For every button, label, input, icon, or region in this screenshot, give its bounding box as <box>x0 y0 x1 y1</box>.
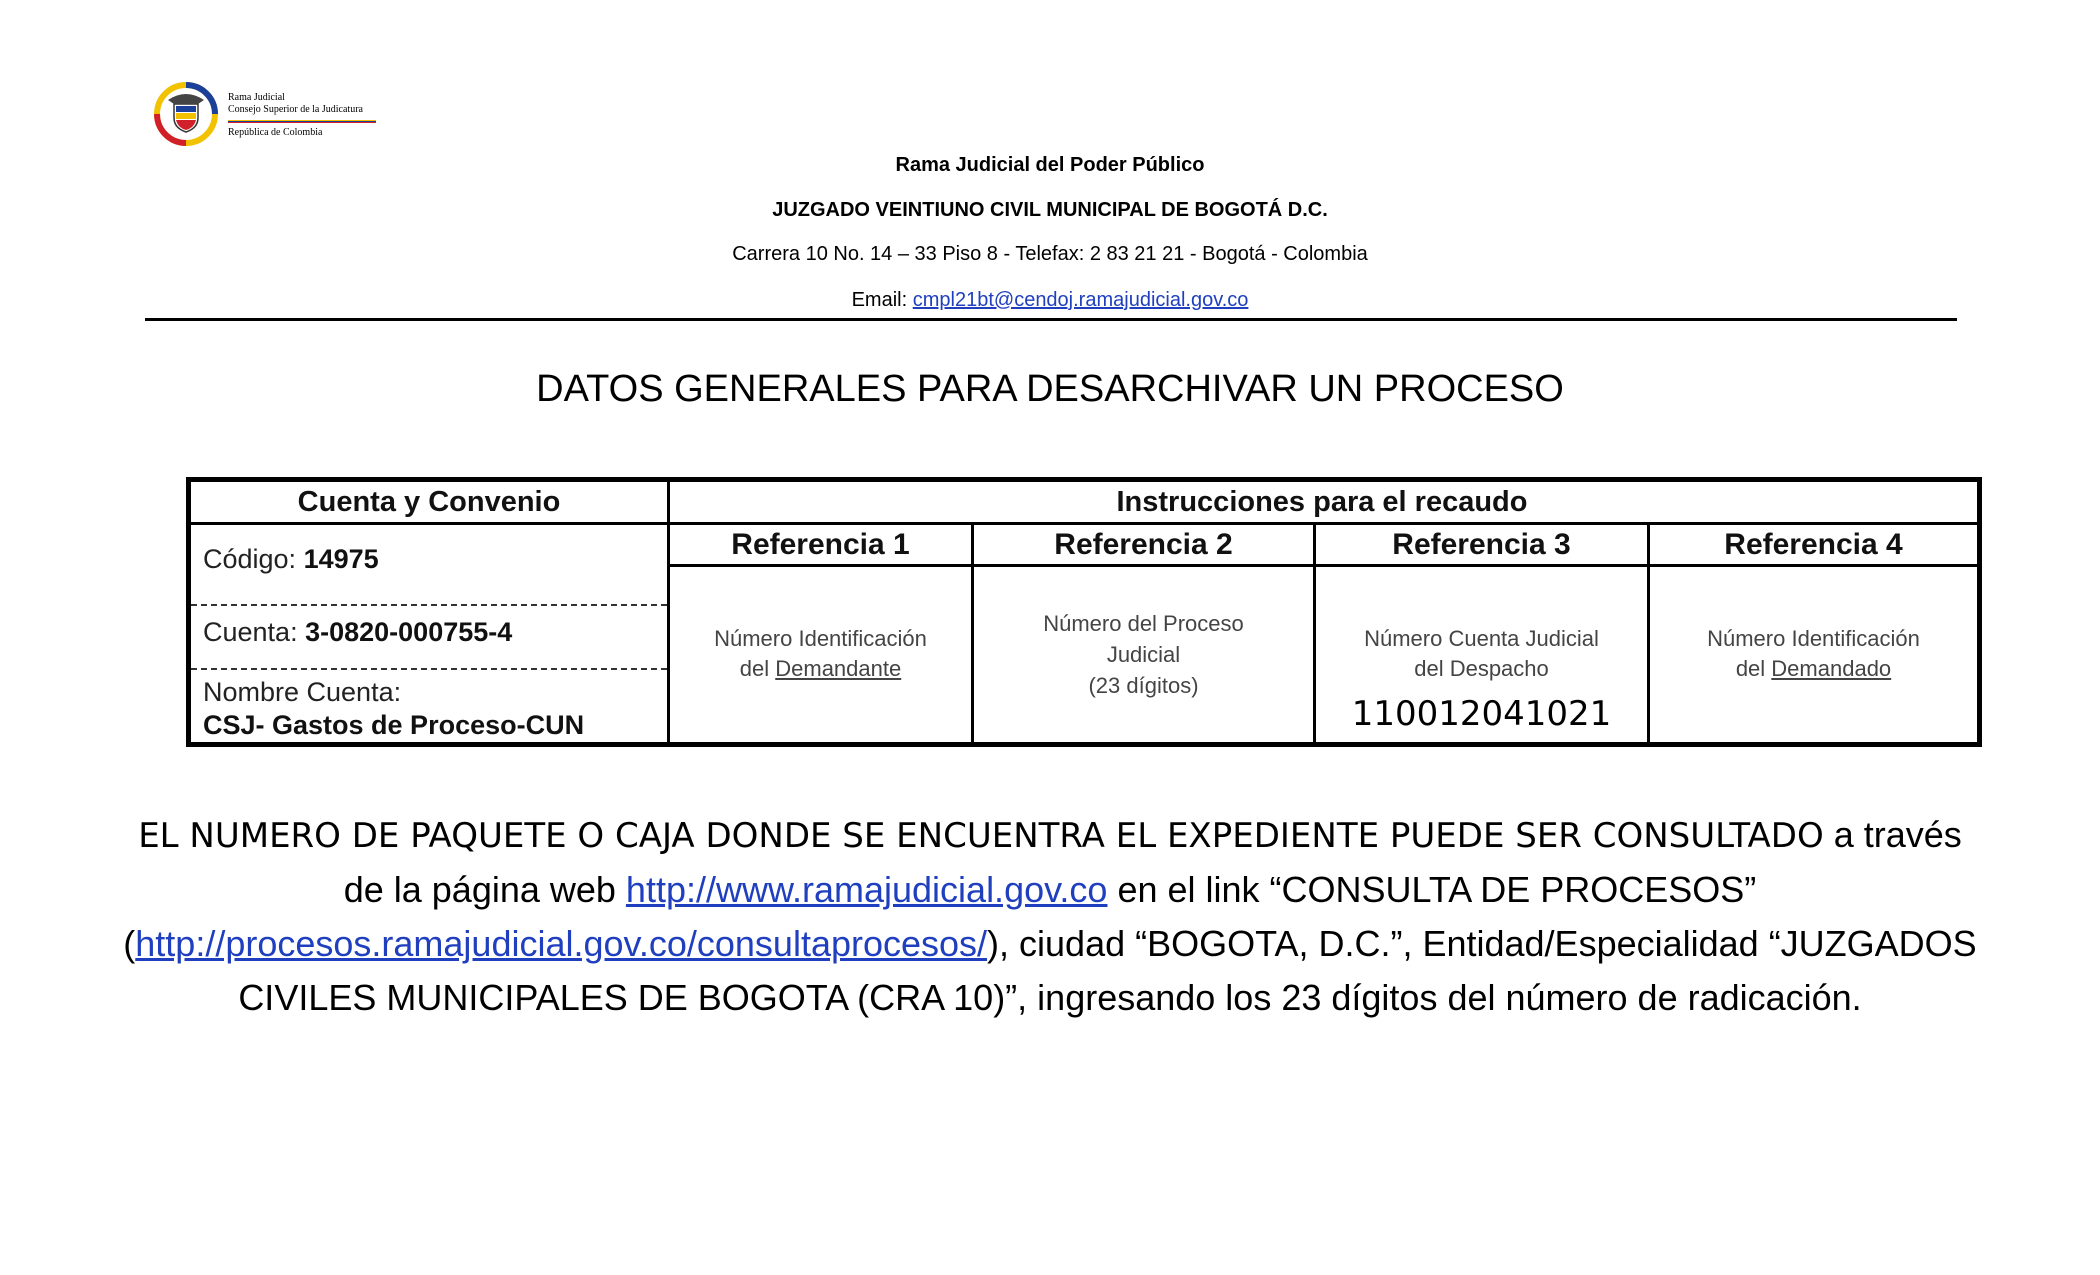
rama-judicial-link[interactable]: http://www.ramajudicial.gov.co <box>625 869 1108 910</box>
table-divider <box>191 604 667 606</box>
cuenta-row <box>203 617 663 648</box>
referencia-3-value: 110012041021 <box>1351 694 1612 734</box>
table-divider <box>191 668 667 670</box>
referencia-2-text-3: (23 dígitos) <box>1088 673 1199 698</box>
referencia-1-text-2 <box>670 654 971 684</box>
referencia-3-text: Número Cuenta Judicial <box>1364 626 1599 651</box>
document-title: DATOS GENERALES PARA DESARCHIVAR UN PROCESO <box>536 368 1564 410</box>
paragraph-caps-lead: EL NUMERO DE PAQUETE O CAJA DONDE SE ENCUENTRA EL EXPEDIENTE PUEDE SER CONSULTADO <box>138 816 1824 856</box>
cuenta-convenio-header: Cuenta y Convenio <box>297 486 561 518</box>
referencia-4-text: Número Identificación <box>1707 626 1920 651</box>
cuenta-value: 3-0820-000755-4 <box>305 617 513 647</box>
rama-judicial-logo <box>150 78 390 152</box>
nombre-cuenta-row <box>203 676 663 742</box>
payment-table <box>186 477 1982 747</box>
header-address: Carrera 10 No. 14 – 33 Piso 8 - Telefax: 2 83 21 21 - Bogotá - Colombia <box>732 243 1368 265</box>
referencia-4-description <box>1650 624 1977 684</box>
referencia-2-description <box>974 608 1313 701</box>
colombia-coat-of-arms-icon <box>154 82 218 146</box>
codigo-value: 14975 <box>303 544 379 574</box>
codigo-label: Código: <box>203 544 297 574</box>
paragraph-text-2: en el link “CONSULTA DE PROCESOS” ( <box>123 869 1757 964</box>
header-court-name: JUZGADO VEINTIUNO CIVIL MUNICIPAL DE BOGOTÁ D.C. <box>772 199 1328 221</box>
email-link[interactable]: cmpl21bt@cendoj.ramajudicial.gov.co <box>912 289 1249 311</box>
instrucciones-header: Instrucciones para el recaudo <box>1116 486 1528 518</box>
cuenta-label: Cuenta: <box>203 617 298 647</box>
referencia-1-underlined: Demandante <box>775 656 902 681</box>
referencia-3-label: Referencia 3 <box>1392 528 1571 561</box>
table-divider <box>191 522 667 525</box>
referencia-1-label: Referencia 1 <box>731 528 910 561</box>
referencia-4-label: Referencia 4 <box>1724 528 1903 561</box>
header-line-1: Rama Judicial del Poder Público <box>895 154 1205 176</box>
header-email-line <box>0 289 2100 312</box>
nombre-cuenta-value: CSJ- Gastos de Proceso-CUN <box>203 710 585 740</box>
paragraph-text-3: ), ciudad “BOGOTA, D.C.”, Entidad/Especialidad “JUZGADOS CIVILES MUNICIPALES DE BOGOTA (CRA 10)”, ingresando los 23 dígitos del número de radicación. <box>238 923 1977 1018</box>
instructions-paragraph <box>120 808 1980 1025</box>
logo-line-3: República de Colombia <box>228 127 323 138</box>
referencia-2-label: Referencia 2 <box>1054 528 1233 561</box>
logo-wordmark <box>228 92 363 116</box>
referencia-1-description <box>670 624 971 684</box>
referencia-4-underlined: Demandado <box>1771 656 1892 681</box>
logo-tricolor-divider <box>228 120 376 123</box>
logo-line-1: Rama Judicial <box>228 92 285 103</box>
referencia-3-description <box>1316 624 1647 684</box>
table-divider <box>667 522 1977 525</box>
logo-line-2: Consejo Superior de la Judicatura <box>228 104 363 115</box>
email-label: Email: <box>851 289 908 311</box>
nombre-cuenta-label: Nombre Cuenta: <box>203 677 402 707</box>
referencia-2-text-2: Judicial <box>1106 642 1181 667</box>
header-rule <box>145 318 1957 321</box>
paragraph-text-1: a través de la página web <box>343 814 1962 910</box>
referencia-3-text-2: del Despacho <box>1414 656 1549 681</box>
table-divider <box>667 482 670 742</box>
table-divider <box>667 564 1977 567</box>
referencia-4-text-2 <box>1650 654 1977 684</box>
consulta-procesos-link[interactable]: http://procesos.ramajudicial.gov.co/consultaprocesos/ <box>135 923 988 964</box>
referencia-2-text: Número del Proceso <box>1043 611 1244 636</box>
codigo-row <box>203 544 663 575</box>
referencia-1-prefix: del <box>739 656 776 681</box>
referencia-1-text: Número Identificación <box>714 626 927 651</box>
referencia-4-prefix: del <box>1735 656 1772 681</box>
